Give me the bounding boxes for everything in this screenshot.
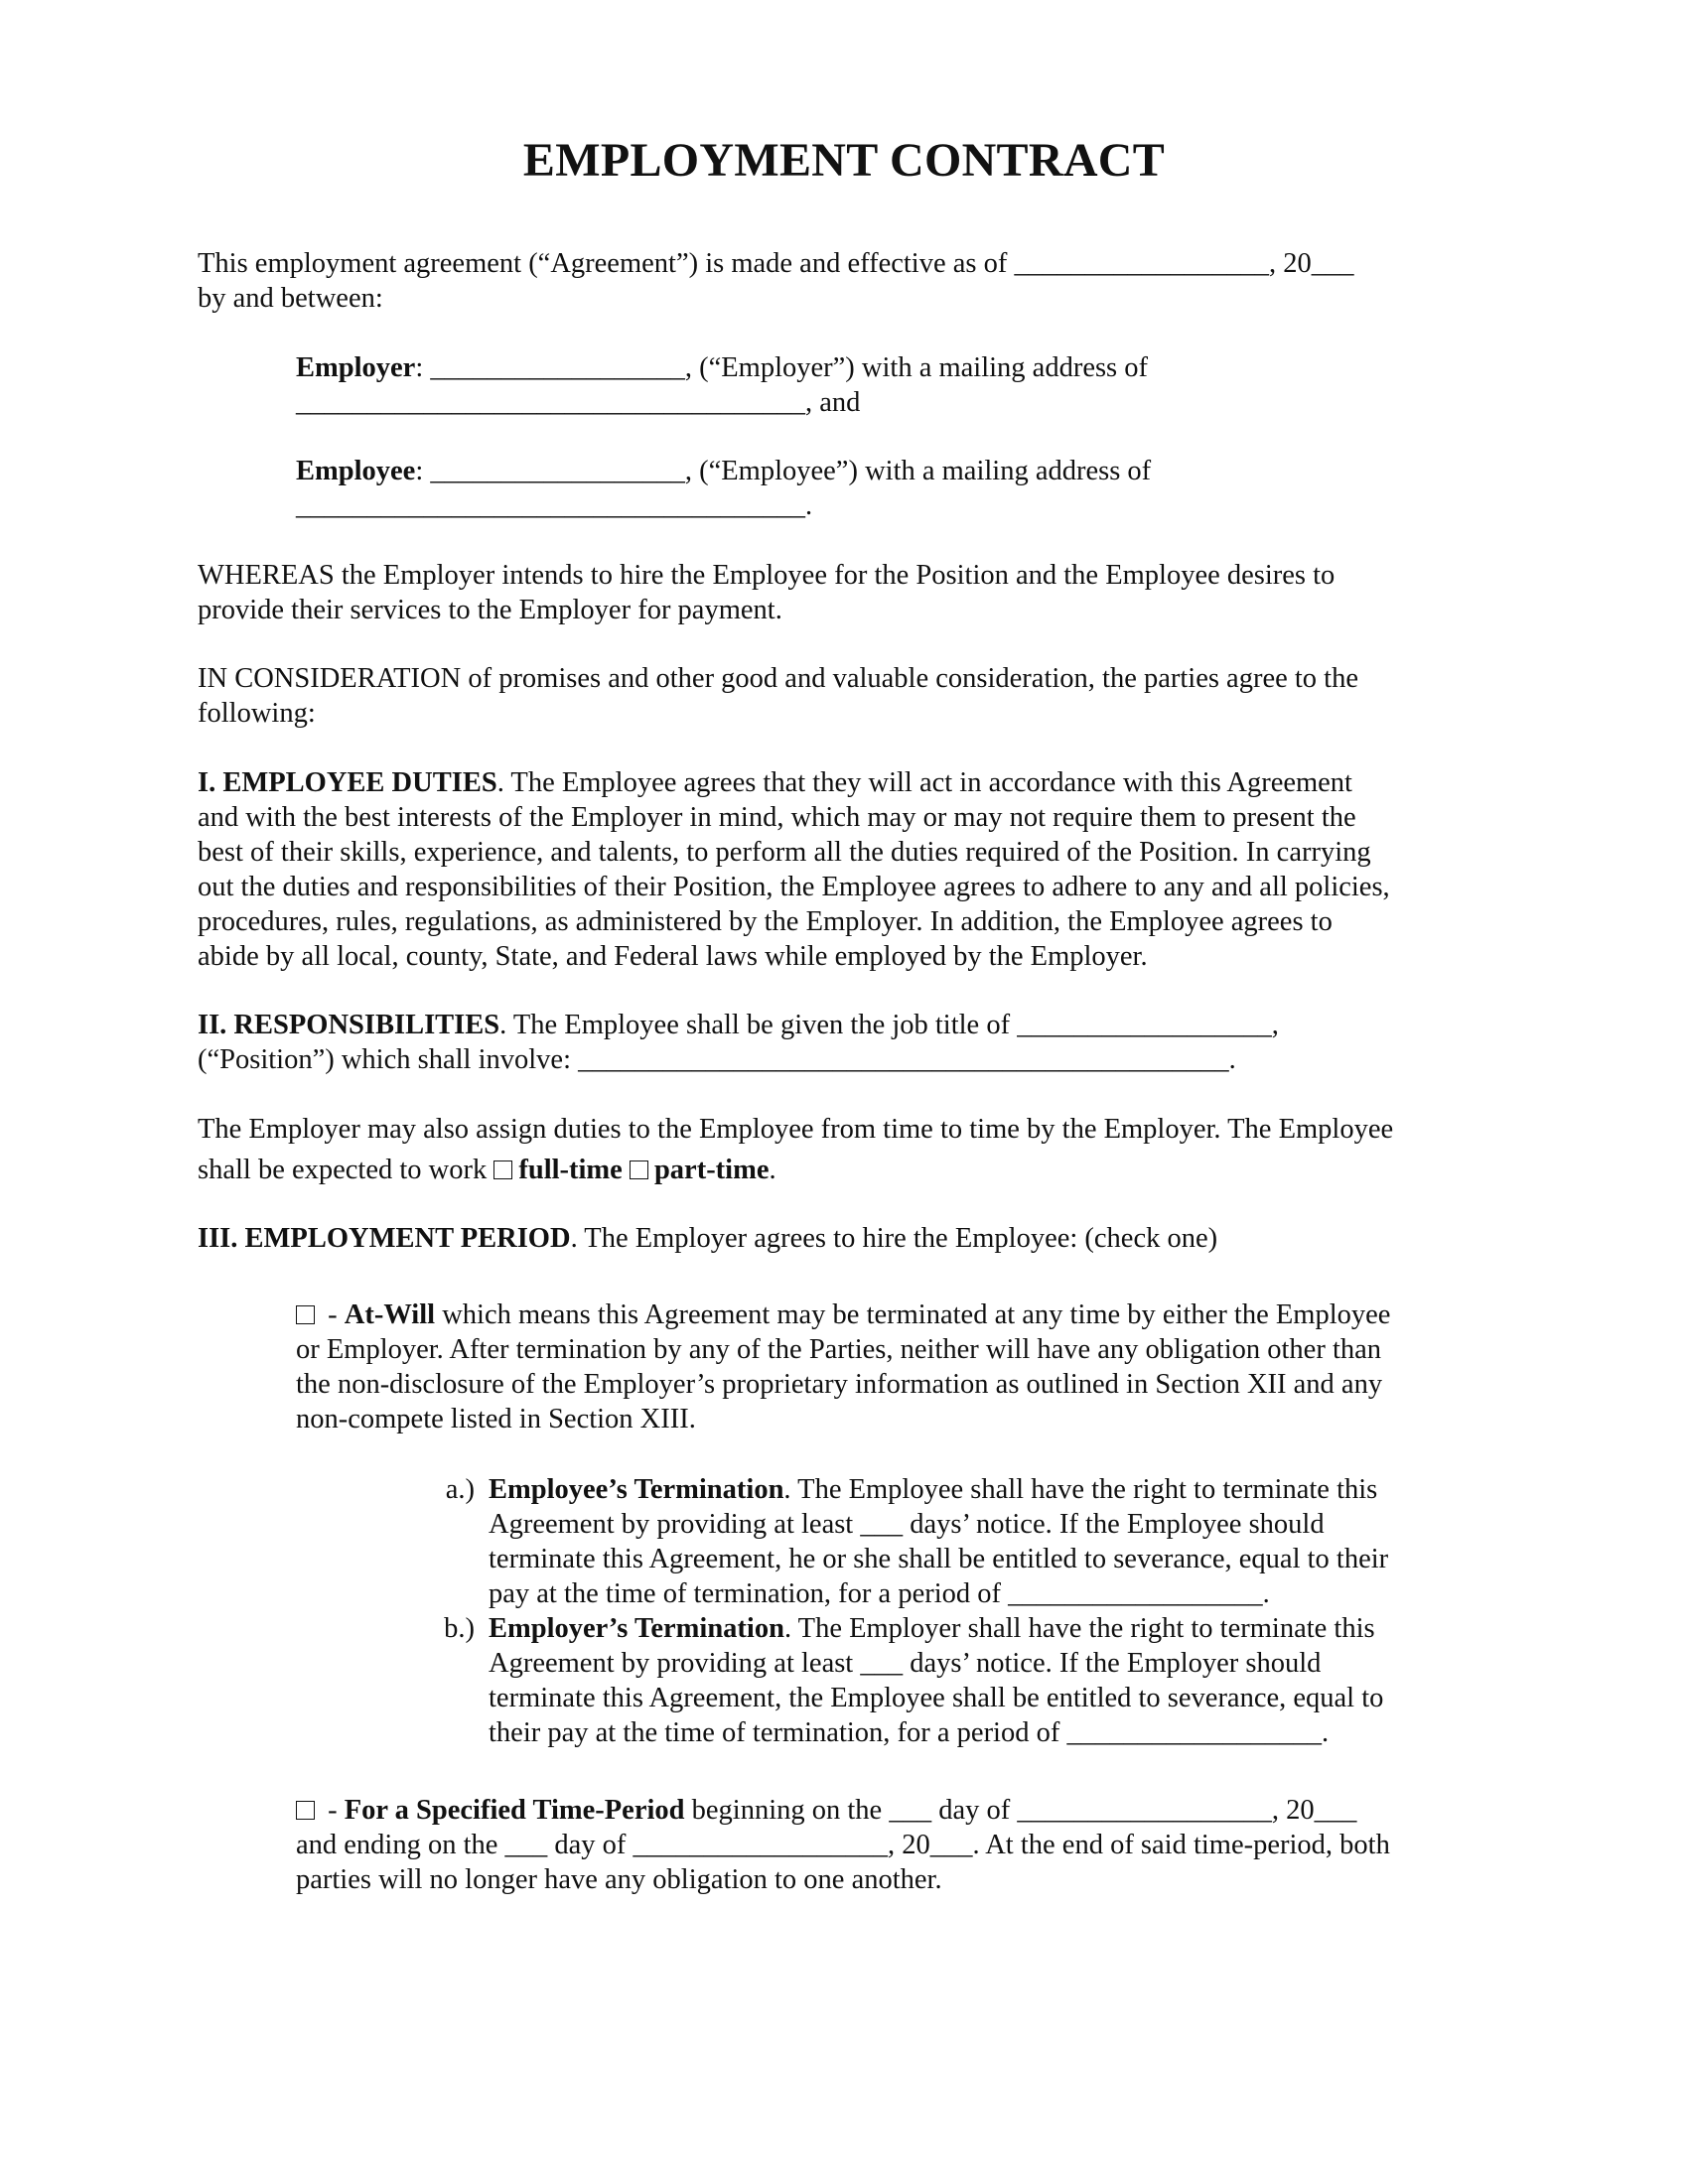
section-line: out the duties and responsibilities of their Position, the Employee agrees to adhere to any and all policies, <box>198 872 1390 902</box>
list-marker: a.) <box>445 1474 475 1505</box>
section-text: . The Employer agrees to hire the Employee: (check one) <box>570 1223 1218 1254</box>
termination-line: terminate this Agreement, he or she shall be entitled to severance, equal to their <box>489 1544 1389 1574</box>
option-line: parties will no longer have any obligation to one another. <box>296 1864 942 1895</box>
whereas-line: provide their services to the Employer for payment. <box>198 595 782 625</box>
section-line: and with the best interests of the Employer in mind, which may or may not require them to present the <box>198 802 1356 833</box>
specified-period-checkbox[interactable] <box>296 1801 315 1820</box>
termination-text: . The Employee shall have the right to terminate this <box>783 1474 1378 1505</box>
consideration-line: IN CONSIDERATION of promises and other good and valuable consideration, the parties agree to the <box>198 663 1358 694</box>
section-line: procedures, rules, regulations, as administered by the Employer. In addition, the Employee agrees to <box>198 906 1333 937</box>
specified-period-option <box>296 1793 1390 1897</box>
employer-line-text: : __________________, (“Employer”) with a mailing address of <box>415 352 1149 383</box>
option-text: beginning on the ___ day of __________________, 20___ <box>684 1795 1357 1826</box>
sentence-period: . <box>769 1155 776 1185</box>
document-title: EMPLOYMENT CONTRACT <box>522 134 1166 187</box>
intro-line: This employment agreement (“Agreement”) is made and effective as of __________________, 20___ <box>198 248 1354 279</box>
section-text: . The Employee shall be given the job title of __________________, <box>499 1010 1279 1040</box>
termination-line: their pay at the time of termination, for a period of __________________. <box>489 1717 1330 1748</box>
parttime-checkbox[interactable] <box>630 1160 648 1179</box>
intro-line: by and between: <box>198 283 383 314</box>
option-line: and ending on the ___ day of __________________, 20___. At the end of said time-period, both <box>296 1830 1390 1860</box>
section-line: best of their skills, experience, and talents, to perform all the duties required of the Position. In carrying <box>198 837 1371 868</box>
atwill-checkbox[interactable] <box>296 1305 315 1324</box>
specified-label: For a Specified Time-Period <box>344 1795 685 1826</box>
parttime-label: part-time <box>653 1155 770 1185</box>
termination-line: pay at the time of termination, for a period of __________________. <box>489 1578 1270 1609</box>
section-text: . The Employee agrees that they will act in accordance with this Agreement <box>496 767 1352 798</box>
option-dash: - <box>321 1299 345 1330</box>
employee-party <box>296 454 1151 523</box>
atwill-label: At-Will <box>344 1299 436 1330</box>
consideration-line: following: <box>198 698 316 729</box>
employee-address-line: ____________________________________. <box>296 490 813 521</box>
termination-label: Employer’s Termination <box>489 1613 784 1644</box>
section-heading: I. EMPLOYEE DUTIES <box>198 767 497 798</box>
employee-label: Employee <box>296 456 416 486</box>
fulltime-label: full-time <box>518 1155 623 1185</box>
section-employment-period <box>198 1221 1217 1256</box>
assign-line: The Employer may also assign duties to the Employee from time to time by the Employer. The Employee <box>198 1114 1394 1145</box>
list-marker: b.) <box>444 1613 475 1644</box>
consideration-paragraph <box>198 661 1358 731</box>
whereas-paragraph <box>198 558 1335 627</box>
section-heading: III. EMPLOYMENT PERIOD <box>198 1223 571 1254</box>
section-employee-duties <box>198 765 1390 974</box>
employer-party <box>296 350 1148 420</box>
employer-label: Employer <box>296 352 416 383</box>
option-line: non-compete listed in Section XIII. <box>296 1404 696 1434</box>
assign-line: shall be expected to work <box>198 1155 494 1185</box>
employee-termination-item <box>445 1472 1389 1611</box>
assign-duties-paragraph <box>198 1112 1393 1187</box>
option-line: or Employer. After termination by any of the Parties, neither will have any obligation other than <box>296 1334 1382 1365</box>
atwill-option <box>296 1297 1390 1436</box>
termination-line: Agreement by providing at least ___ days’ notice. If the Employer should <box>489 1648 1322 1679</box>
section-responsibilities <box>198 1008 1279 1077</box>
fulltime-checkbox[interactable] <box>493 1160 512 1179</box>
employer-termination-item <box>444 1611 1384 1750</box>
termination-line: terminate this Agreement, the Employee shall be entitled to severance, equal to <box>489 1683 1384 1713</box>
termination-label: Employee’s Termination <box>489 1474 784 1505</box>
option-text: which means this Agreement may be terminated at any time by either the Employee <box>435 1299 1391 1330</box>
section-line: (“Position”) which shall involve: ______________________________________________. <box>198 1044 1236 1075</box>
section-line: abide by all local, county, State, and Federal laws while employed by the Employer. <box>198 941 1148 972</box>
termination-line: Agreement by providing at least ___ days’ notice. If the Employee should <box>489 1509 1325 1540</box>
whereas-line: WHEREAS the Employer intends to hire the Employee for the Position and the Employee desires to <box>198 560 1336 591</box>
option-dash: - <box>321 1795 345 1826</box>
option-line: the non-disclosure of the Employer’s proprietary information as outlined in Section XII and any <box>296 1369 1383 1400</box>
employer-address-line: ____________________________________, and <box>296 387 861 418</box>
intro-paragraph <box>198 246 1353 316</box>
employee-line-text: : __________________, (“Employee”) with a mailing address of <box>415 456 1152 486</box>
section-heading: II. RESPONSIBILITIES <box>198 1010 500 1040</box>
termination-text: . The Employer shall have the right to terminate this <box>783 1613 1375 1644</box>
